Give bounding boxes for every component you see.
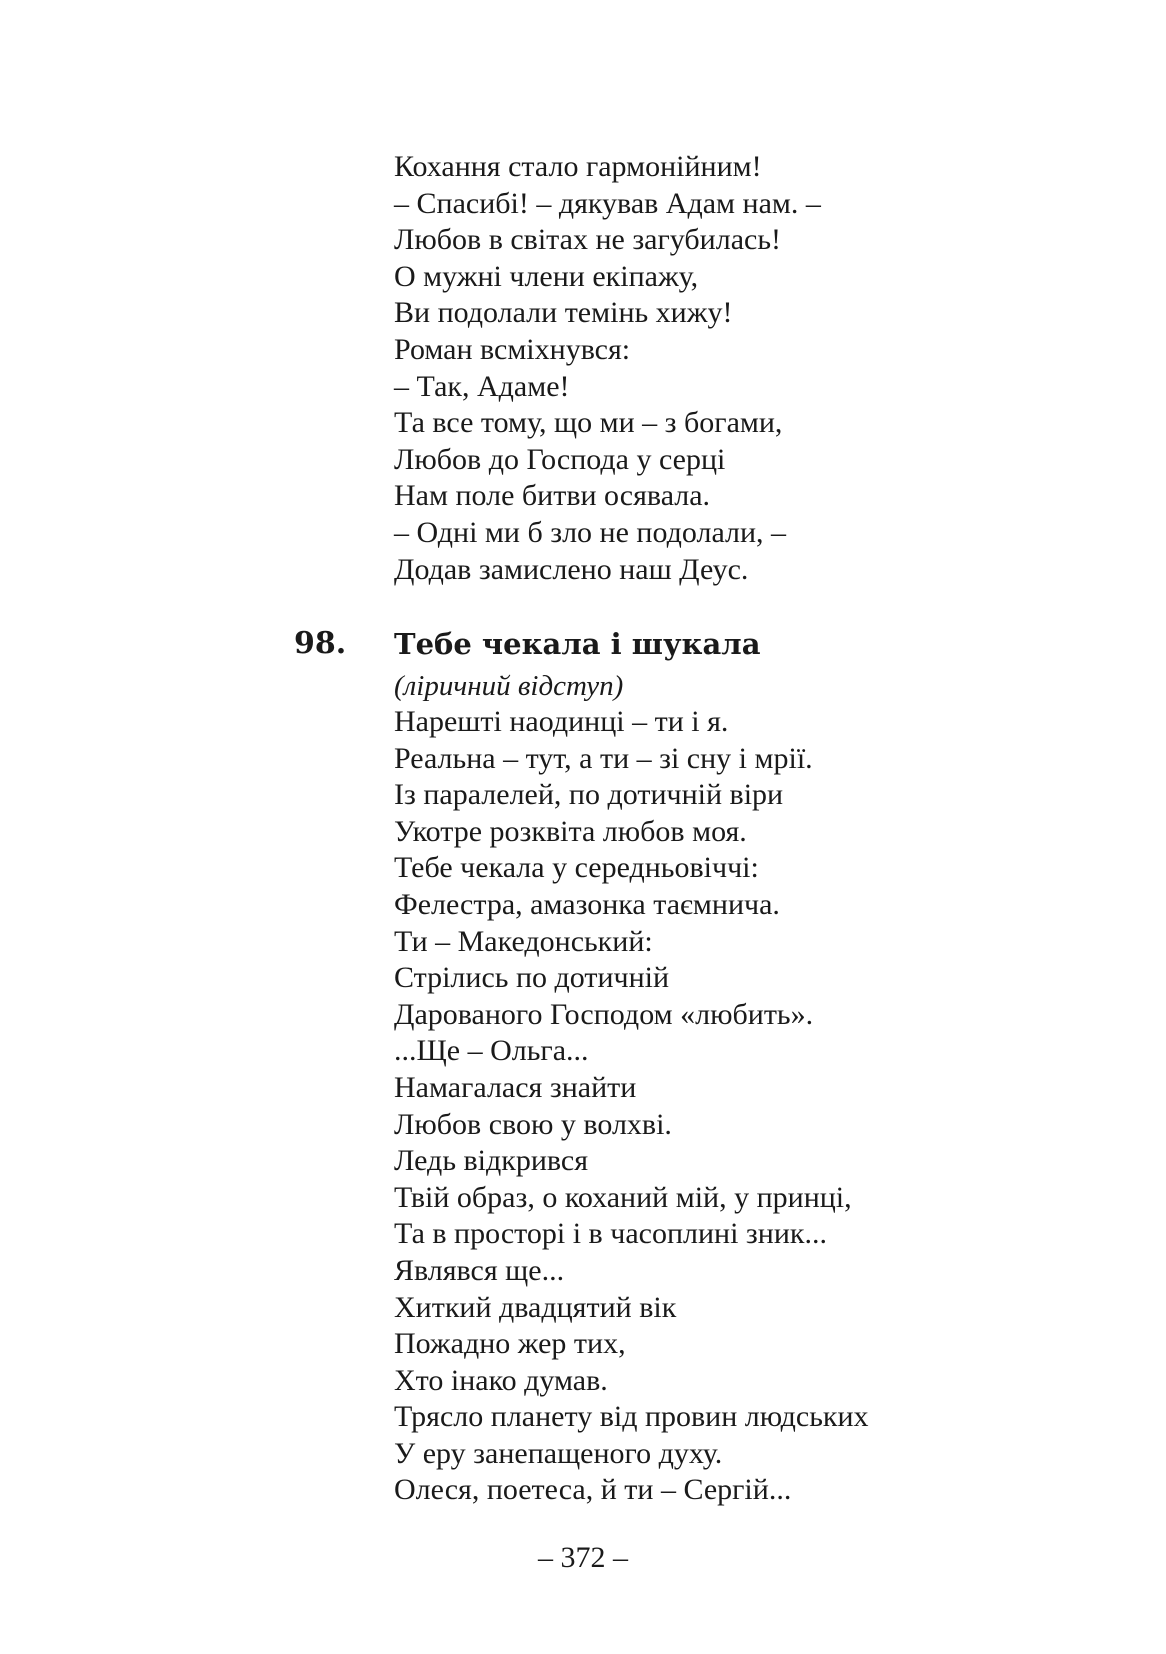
- poem-line: Додав замислено наш Деус.: [394, 552, 749, 586]
- poem-line: Любов в світах не загубилась!: [394, 223, 781, 257]
- section-title: Тебе чекала і шукала: [394, 627, 761, 661]
- poem-line: Хиткий двадцятий вік: [394, 1290, 677, 1324]
- poem-line: Ти – Македонський:: [394, 924, 653, 958]
- section-number: 98.: [294, 626, 347, 661]
- poem-line: О мужні члени екіпажу,: [394, 259, 699, 293]
- poem-line: – Одні ми б зло не подолали, –: [394, 515, 787, 549]
- poem-line: Нарешті наодинці – ти і я.: [394, 705, 729, 738]
- poem-line: – Так, Адаме!: [394, 369, 570, 403]
- poem-body: [394, 704, 1114, 1509]
- poem-line: Із паралелей, по дотичній віри: [394, 778, 784, 812]
- poem-line: Нам поле битви осявала.: [394, 479, 711, 513]
- poem-line: Любов свою у волхві.: [394, 1107, 672, 1141]
- poem-line: Стрілись по дотичній: [394, 961, 670, 995]
- poem-line: Та в просторі і в часоплині зник...: [394, 1217, 827, 1251]
- poem-line: Намагалася знайти: [394, 1070, 637, 1104]
- poem-continuation: [394, 149, 1114, 588]
- poem-line: Кохання стало гармонійним!: [394, 150, 762, 183]
- poem-line: Реальна – тут, а ти – зі сну і мрії.: [394, 741, 813, 775]
- poem-line: Олеся, поетеса, й ти – Сергій...: [394, 1473, 792, 1507]
- poem-line: Укотре розквіта любов моя.: [394, 814, 747, 848]
- poem-line: ...Ще – Ольга...: [394, 1034, 589, 1068]
- poem-line: Хто інако думав.: [394, 1363, 608, 1397]
- poem-line: Любов до Господа у серці: [394, 442, 726, 476]
- poem-line: Фелестра, амазонка таємнича.: [394, 887, 780, 921]
- poem-line: У еру занепащеного духу.: [394, 1436, 723, 1470]
- poem-line: Роман всміхнувся:: [394, 332, 631, 366]
- poem-line: – Спасибі! – дякував Адам нам. –: [394, 186, 821, 220]
- poem-line: Та все тому, що ми – з богами,: [394, 406, 783, 440]
- poem-line: Ледь відкрився: [394, 1144, 589, 1178]
- page-number: – 372 –: [538, 1541, 628, 1574]
- poem-line: Трясло планету від провин людських: [394, 1400, 869, 1434]
- poem-line: Дарованого Господом «любить».: [394, 997, 814, 1031]
- poem-line: Пожадно жер тих,: [394, 1327, 626, 1361]
- poem-line: Тебе чекала у середньовіччі:: [394, 851, 759, 885]
- poem-line: Твій образ, о коханий мій, у принці,: [394, 1180, 852, 1214]
- poem-line: Ви подолали темінь хижу!: [394, 296, 733, 330]
- section-subtitle: (ліричний відступ): [394, 670, 624, 702]
- poem-line: Являвся ще...: [394, 1253, 565, 1287]
